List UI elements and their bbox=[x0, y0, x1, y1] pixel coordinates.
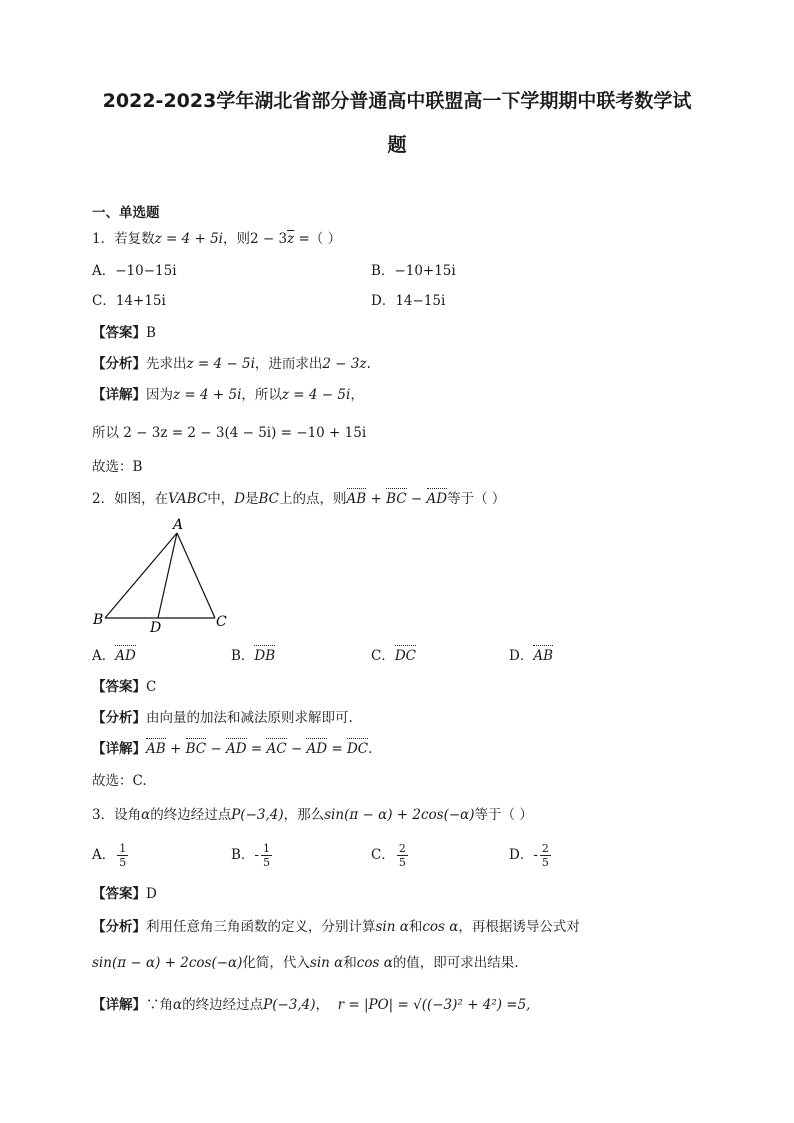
q3-analysis: 【分析】利用任意角三角函数的定义，分别计算sin α和cos α，再根据诱导公式对 bbox=[92, 919, 580, 935]
q2-analysis: 【分析】由向量的加法和减法原则求解即可. bbox=[92, 710, 353, 726]
q3-analysis-line2: sin(π − α) + 2cos(−α)化简，代入sin α和cos α的值，即可求出结果. bbox=[92, 955, 519, 971]
q1-option-a: A．−10−15i bbox=[92, 263, 177, 279]
q2-answer: 【答案】C bbox=[92, 679, 157, 695]
q1-detail-line2: 所以 2 − 3z = 2 − 3(4 − 5i) = −10 + 15i bbox=[92, 425, 367, 441]
side-ab bbox=[105, 533, 177, 618]
section-heading: 一、单选题 bbox=[92, 205, 160, 221]
q3-option-b: B．- $\frac{1}{5}$ bbox=[231, 842, 270, 869]
q3-answer: 【答案】D bbox=[92, 886, 157, 902]
vertex-label-a: A bbox=[173, 517, 184, 533]
question-2-stem: 2．如图，在VABC中，D是BC上的点，则AB + BC − AD等于（ ） bbox=[92, 491, 506, 507]
q3-option-a: A． $\frac{1}{5}$ bbox=[92, 842, 127, 869]
q1-option-b: B．−10+15i bbox=[371, 263, 456, 279]
q3-option-d: D．- $\frac{2}{5}$ bbox=[509, 842, 549, 869]
q2-choose: 故选：C. bbox=[92, 773, 147, 789]
vertex-label-b: B bbox=[93, 612, 104, 628]
q2-option-a: A．AD bbox=[92, 648, 136, 664]
q1-option-c: C．14+15i bbox=[92, 293, 166, 309]
segment-ad bbox=[158, 533, 177, 618]
vertex-label-c: C bbox=[216, 614, 227, 630]
page-title-continued: 题 bbox=[387, 134, 407, 156]
q3-detail: 【详解】∵角α的终边经过点P(−3,4)， r = |PO| = √((−3)² + 4²) =5, bbox=[92, 997, 531, 1013]
question-3-stem: 3．设角α的终边经过点P(−3,4)，那么sin(π − α) + 2cos(−α)等于（ ） bbox=[92, 807, 533, 823]
q1-option-d: D．14−15i bbox=[371, 293, 446, 309]
side-ac bbox=[177, 533, 215, 618]
question-1-stem: 1．若复数z = 4 + 5i，则$2 - 3\overline{z}$ =（ ） bbox=[92, 231, 342, 247]
page-title: 2022-2023学年湖北省部分普通高中联盟高一下学期期中联考数学试 bbox=[102, 90, 692, 112]
point-label-d: D bbox=[150, 620, 162, 636]
q3-option-c: C． $\frac{2}{5}$ bbox=[371, 842, 406, 869]
triangle-figure bbox=[88, 512, 248, 637]
q2-option-b: B．DB bbox=[231, 648, 276, 664]
q2-option-c: C．DC bbox=[371, 648, 416, 664]
q1-analysis: 【分析】先求出z = 4 − 5i，进而求出2 − 3z. bbox=[92, 356, 371, 372]
q2-detail: 【详解】AB + BC − AD = AC − AD = DC. bbox=[92, 741, 373, 757]
q1-answer: 【答案】B bbox=[92, 325, 156, 341]
q2-option-d: D．AB bbox=[509, 648, 553, 664]
q1-choose: 故选：B bbox=[92, 459, 143, 475]
q1-detail: 【详解】因为z = 4 + 5i，所以z = 4 − 5i， bbox=[92, 387, 364, 403]
